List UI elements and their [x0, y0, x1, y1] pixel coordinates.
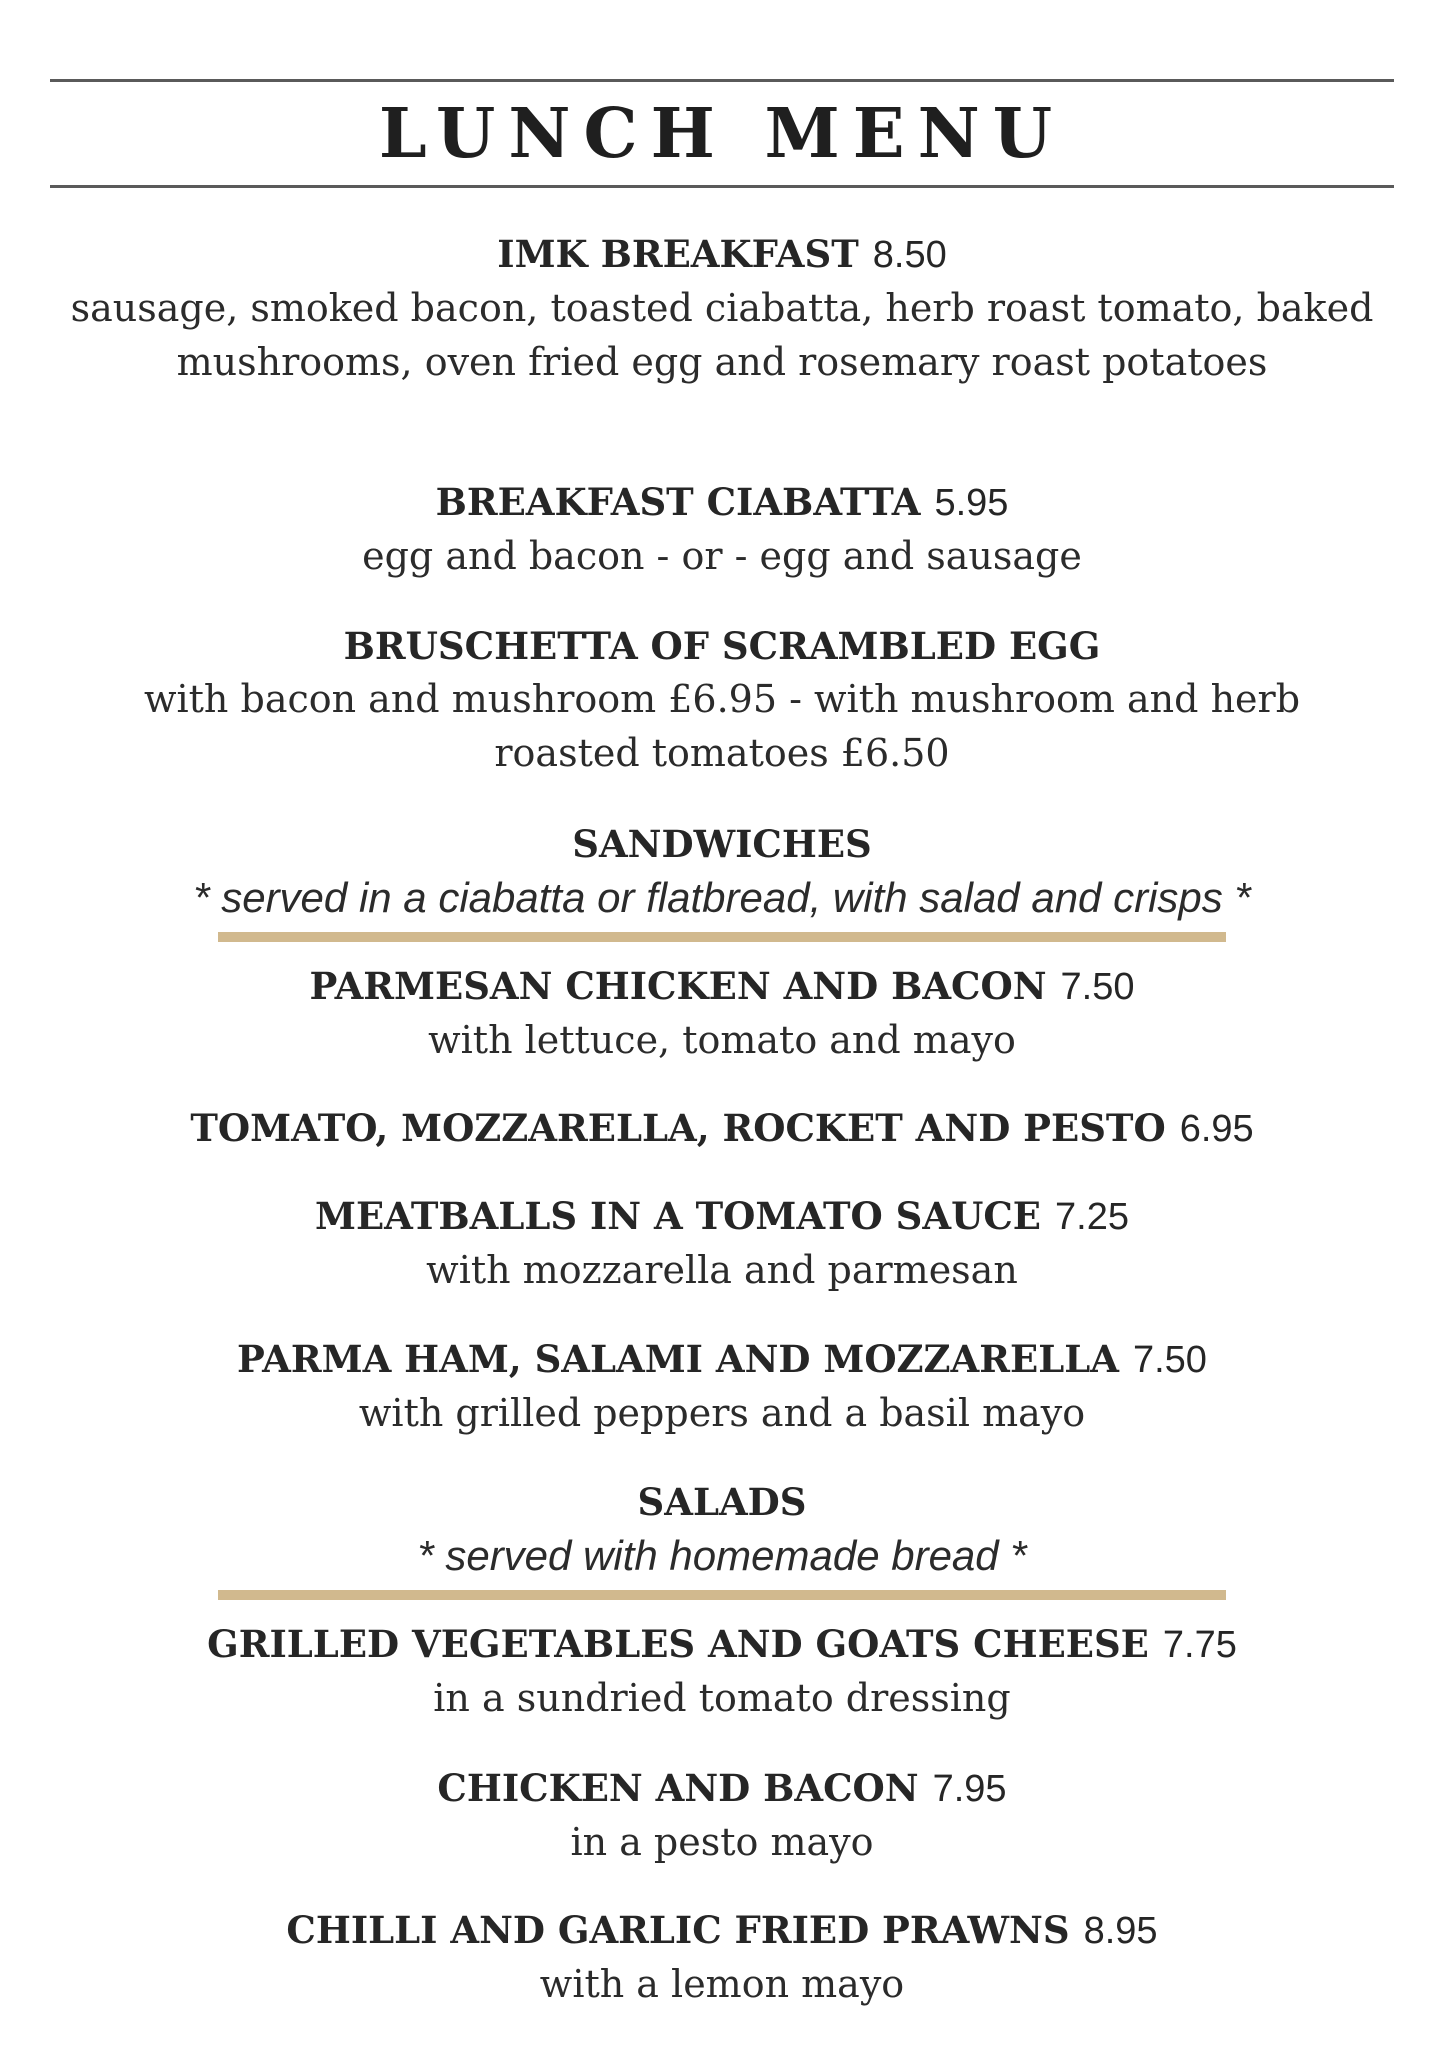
section-divider [218, 1590, 1226, 1600]
section-heading: SALADS [637, 1480, 807, 1524]
menu-item-grilled-vegetables [40, 1618, 1404, 1725]
menu-item-chicken-bacon-salad [40, 1762, 1404, 1869]
item-description: in a pesto mayo [570, 1820, 874, 1864]
section-note: * served with homemade bread * [417, 1532, 1027, 1579]
item-price: 6.95 [1179, 1108, 1254, 1150]
item-price: 7.75 [1162, 1624, 1237, 1666]
section-note: * served in a ciabatta or flatbread, with salad and crisps * [193, 874, 1251, 921]
section-sandwiches [40, 818, 1404, 926]
item-name: CHICKEN AND BACON [437, 1766, 919, 1810]
item-price: 8.50 [872, 234, 947, 276]
item-description: in a sundried tomato dressing [433, 1676, 1011, 1720]
menu-item-tomato-mozzarella [40, 1102, 1404, 1155]
section-divider [218, 932, 1226, 942]
item-price: 5.95 [934, 482, 1009, 524]
item-description: with mozzarella and parmesan [426, 1248, 1018, 1292]
item-name: CHILLI AND GARLIC FRIED PRAWNS [286, 1908, 1070, 1952]
menu-item-imk-breakfast [40, 228, 1404, 389]
item-price: 8.95 [1083, 1910, 1158, 1952]
item-name: PARMA HAM, SALAMI AND MOZZARELLA [237, 1337, 1119, 1381]
item-description: with grilled peppers and a basil mayo [358, 1391, 1086, 1435]
item-description: egg and bacon - or - egg and sausage [362, 534, 1082, 578]
item-name: TOMATO, MOZZARELLA, ROCKET AND PESTO [190, 1106, 1166, 1150]
item-description: sausage, smoked bacon, toasted ciabatta, herb roast tomato, baked mushrooms, oven fried egg and rosemary roast potatoes [70, 286, 1374, 384]
item-price: 7.95 [932, 1768, 1007, 1810]
item-name: BRUSCHETTA OF SCRAMBLED EGG [343, 624, 1101, 668]
item-description: with bacon and mushroom £6.95 - with mushroom and herb roasted tomatoes £6.50 [143, 677, 1301, 775]
menu-item-parma-ham [40, 1333, 1404, 1440]
menu-item-meatballs [40, 1190, 1404, 1297]
section-salads [40, 1476, 1404, 1584]
item-description: with a lemon mayo [539, 1962, 905, 2006]
section-heading: SANDWICHES [572, 822, 872, 866]
menu-item-parmesan-chicken [40, 960, 1404, 1067]
title-rule-top [50, 79, 1394, 82]
menu-item-breakfast-ciabatta [40, 476, 1404, 583]
item-name: IMK BREAKFAST [497, 232, 859, 276]
item-name: GRILLED VEGETABLES AND GOATS CHEESE [207, 1622, 1149, 1666]
menu-item-bruschetta [40, 620, 1404, 780]
item-price: 7.50 [1132, 1339, 1207, 1381]
item-price: 7.50 [1060, 966, 1135, 1008]
item-price: 7.25 [1055, 1196, 1129, 1238]
item-name: BREAKFAST CIABATTA [435, 480, 921, 524]
title-rule-bottom [50, 185, 1394, 188]
item-description: with lettuce, tomato and mayo [428, 1018, 1016, 1062]
menu-item-chilli-prawns [40, 1904, 1404, 2011]
item-name: PARMESAN CHICKEN AND BACON [309, 964, 1047, 1008]
item-name: MEATBALLS IN A TOMATO SAUCE [315, 1194, 1041, 1238]
page-title: LUNCH MENU [378, 94, 1066, 174]
